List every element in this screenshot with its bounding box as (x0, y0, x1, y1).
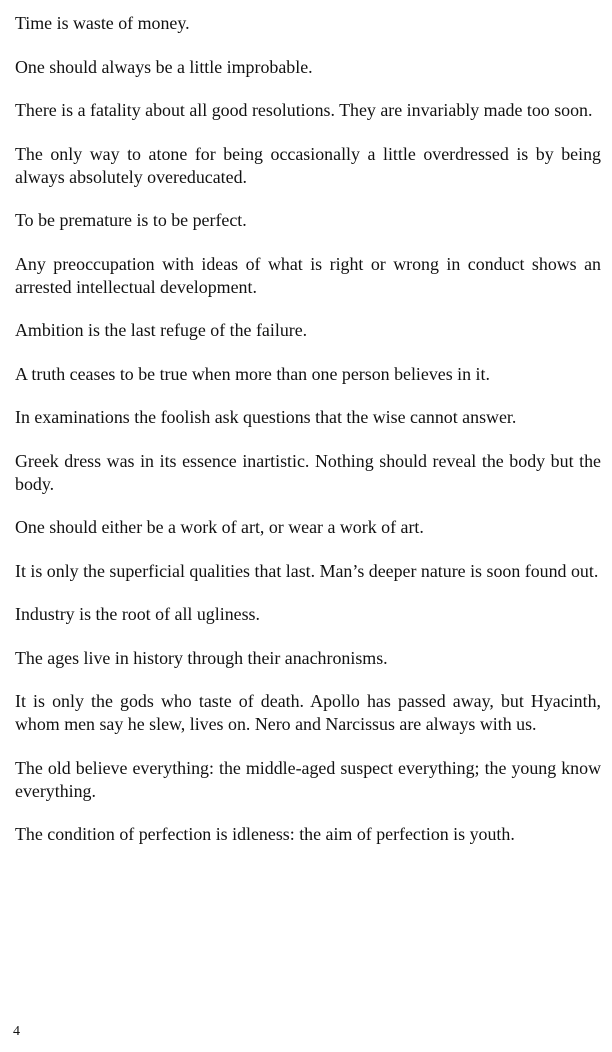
aphorism-paragraph: One should either be a work of art, or wear a work of art. (15, 517, 424, 537)
aphorism-paragraph: Time is waste of money. (15, 13, 190, 33)
aphorism-paragraph: Industry is the root of all ugliness. (15, 604, 260, 624)
aphorism-paragraph: There is a fatality about all good resolutions. They are invariably made too soon. (15, 100, 593, 120)
page-body (15, 12, 601, 867)
aphorism-paragraph: One should always be a little improbable. (15, 56, 313, 77)
aphorism-paragraph: Any preoccupation with ideas of what is right or wrong in conduct shows an arrested intellectual development. (15, 253, 601, 297)
aphorism-paragraph: Greek dress was in its essence inartistic. Nothing should reveal the body but the body. (15, 450, 601, 494)
aphorism-paragraph: A truth ceases to be true when more than one person believes in it. (15, 363, 490, 384)
aphorism-paragraph: In examinations the foolish ask questions that the wise cannot answer. (15, 407, 517, 427)
aphorism-paragraph: Ambition is the last refuge of the failure. (15, 320, 308, 340)
aphorism-paragraph: The condition of perfection is idleness: the aim of perfection is youth. (15, 824, 515, 844)
page-number: 4 (13, 1024, 20, 1039)
aphorism-paragraph: The ages live in history through their anachronisms. (15, 647, 388, 668)
aphorism-paragraph: To be premature is to be perfect. (15, 210, 247, 230)
aphorism-paragraph: The only way to atone for being occasionally a little overdressed is by being always absolutely overeducated. (15, 143, 601, 187)
aphorism-paragraph: The old believe everything: the middle-aged suspect everything; the young know everything. (15, 757, 601, 801)
aphorism-paragraph: It is only the gods who taste of death. Apollo has passed away, but Hyacinth, whom men say he slew, lives on. Nero and Narcissus are always with us. (15, 691, 601, 734)
aphorism-paragraph: It is only the superficial qualities that last. Man’s deeper nature is soon found out. (15, 560, 599, 581)
